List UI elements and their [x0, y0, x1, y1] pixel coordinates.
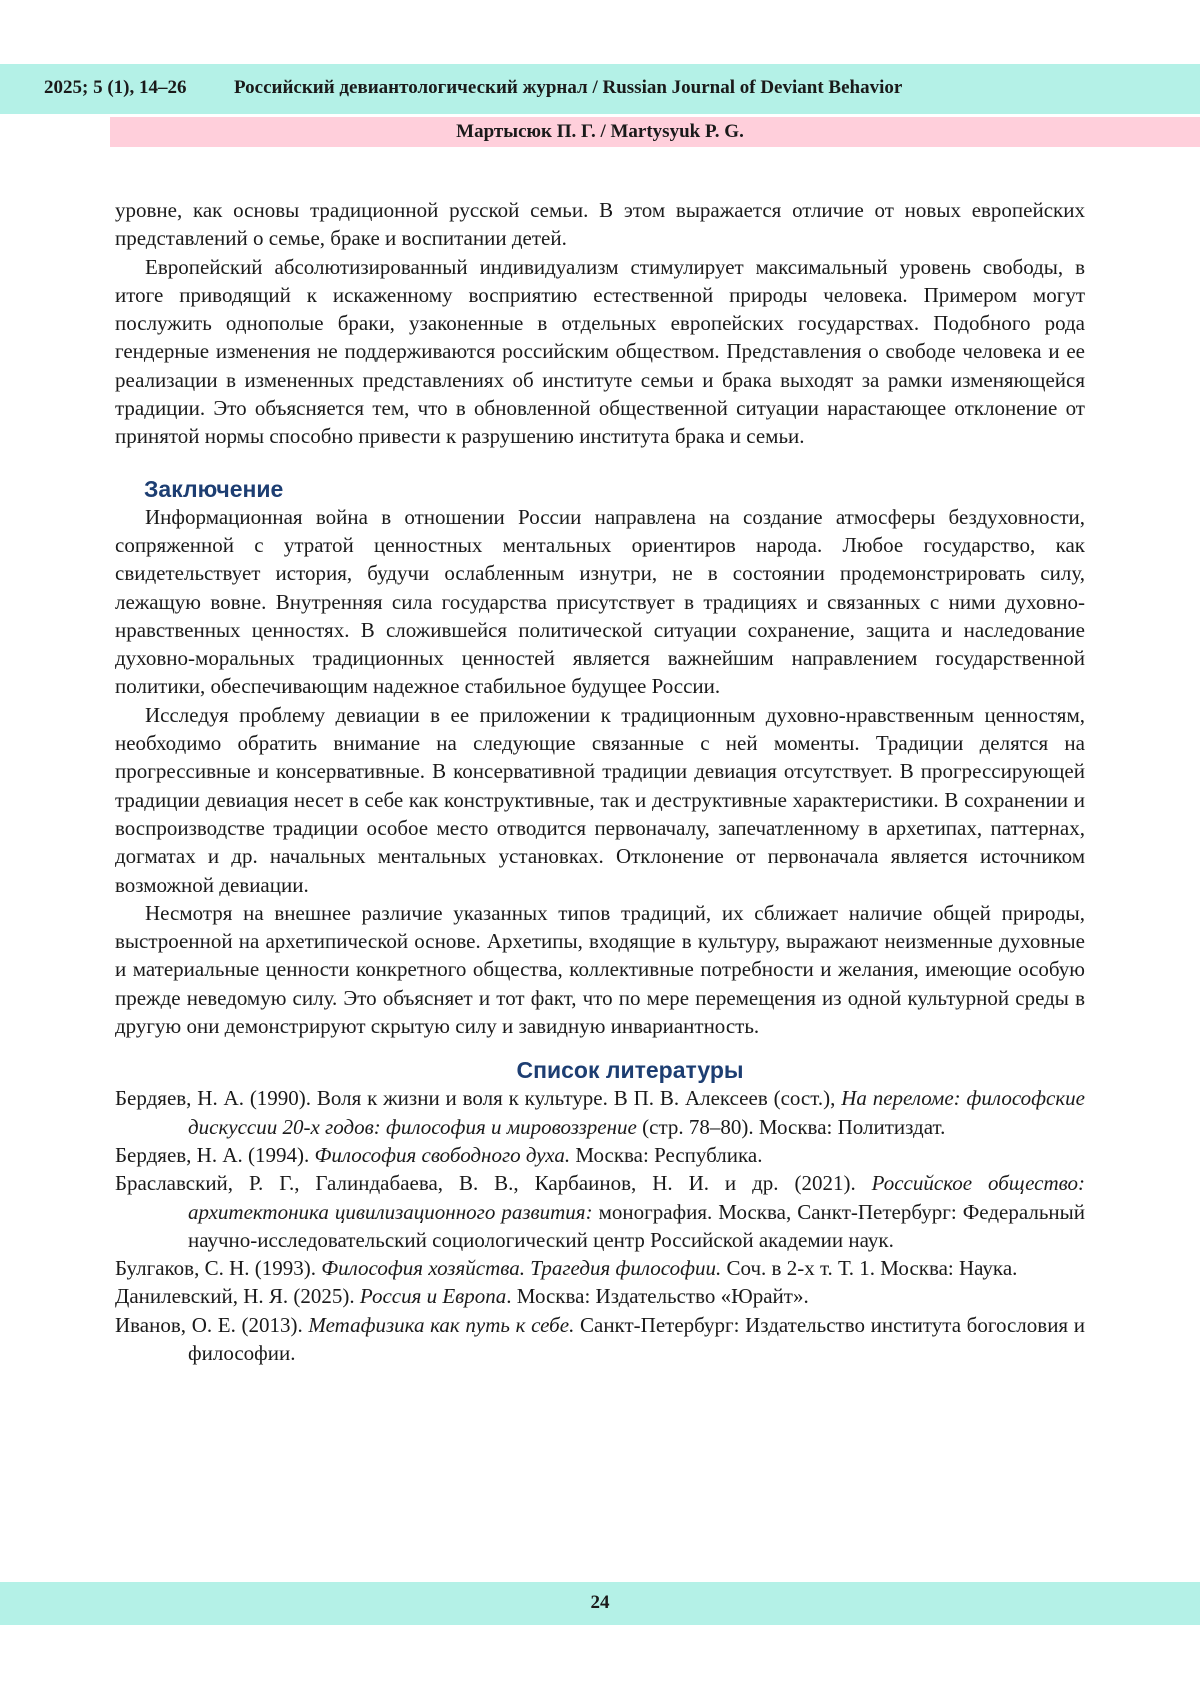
reference-item — [115, 1084, 1085, 1141]
reference-authors: Браславский, Р. Г., Галиндабаева, В. В., Карбаинов, Н. И. и др. (2021). — [115, 1171, 872, 1196]
journal-title: Российский девиантологический журнал / Russian Journal of Deviant Behavior — [234, 77, 903, 98]
reference-details: Москва: Республика. — [570, 1142, 763, 1167]
reference-item — [115, 1282, 1085, 1310]
body-paragraph: уровне, как основы традиционной русской семьи. В этом выражается отличие от новых европейских представлений о семье, браке и воспитании детей. — [115, 198, 1085, 251]
reference-details: (стр. 78–80). Москва: Политиздат. — [636, 1114, 946, 1139]
conclusion-paragraph: Информационная война в отношении России направлена на создание атмосферы бездуховности, сопряженной с утратой ценностных ментальных ориентиров народа. Любое государство, как свидетельствует история, будучи ослабленным изнутри, не в состоянии продемонстрировать силу, лежащую вовне. Внутренняя сила государства присутствует в традициях и связанных с ними духовно-нравственных ценностях. В сложившейся политической ситуации сохранение, защита и наследование духовно-моральных традиционных ценностей является важнейшим направлением государственной политики, обеспечивающим надежное стабильное будущее России. — [115, 504, 1085, 699]
body-paragraph: Европейский абсолютизированный индивидуализм стимулирует максимальный уровень свободы, в итоге приводящий к искаженному восприятию естественной природы человека. Примером могут послужить однополые браки, узаконенные в отдельных европейских государствах. Подобного рода гендерные изменения не поддерживаются российским обществом. Представления о свободе человека и ее реализации в измененных представлениях об институте семьи и брака выходят за рамки изменяющейся традиции. Это объясняется тем, что в обновленной общественной ситуации нарастающее отклонение от принятой нормы способно привести к разрушению института брака и семьи. — [115, 254, 1085, 449]
article-body — [115, 196, 1085, 1367]
reference-item — [115, 1254, 1085, 1282]
reference-authors: Данилевский, Н. Я. (2025). — [115, 1284, 360, 1309]
reference-authors: Бердяев, Н. А. (1990). Воля к жизни и воля к культуре. В П. В. Алексеев (сост.), — [115, 1086, 842, 1111]
reference-details: Санкт-Петербург: Издательство института богословия и философии. — [188, 1312, 1085, 1365]
reference-details: Соч. в 2-х т. Т. 1. Москва: Наука. — [721, 1256, 1018, 1281]
reference-title: Метафизика как путь к себе. — [308, 1312, 575, 1337]
conclusion-paragraph: Исследуя проблему девиации в ее приложении к традиционным духовно-нравственным ценностям, необходимо обратить внимание на следующие связанные с ней моменты. Традиции делятся на прогрессивные и консервативные. В консервативной традиции девиация отсутствует. В прогрессирующей традиции девиация несет в себе как конструктивные, так и деструктивные характеристики. В сохранении и воспроизводстве традиции особое место отводится первоначалу, запечатленному в архетипах, паттернах, догматах и др. начальных ментальных установках. Отклонение от первоначала является источником возможной девиации. — [115, 702, 1085, 897]
reference-list — [115, 1084, 1085, 1367]
reference-item — [115, 1141, 1085, 1169]
reference-title: Российское общество: архитектоника цивилизационного развития: — [188, 1171, 1085, 1224]
reference-authors: Иванов, О. Е. (2013). — [115, 1312, 309, 1337]
reference-details: . Москва: Издательство «Юрайт». — [506, 1284, 809, 1309]
reference-authors: Булгаков, С. Н. (1993). — [115, 1256, 322, 1281]
reference-authors: Бердяев, Н. А. (1994). — [115, 1142, 315, 1167]
conclusion-paragraph: Несмотря на внешнее различие указанных типов традиций, их сближает наличие общей природы, выстроенной на архетипической основе. Архетипы, входящие в культуру, выражают неизменные духовные и материальные ценности конкретного общества, коллективные потребности и желания, имеющие особую прежде неведомую силу. Это объясняет и тот факт, что по мере перемещения из одной культурной среды в другую они демонстрируют скрытую силу и завидную инвариантность. — [115, 900, 1085, 1039]
references-heading: Список литературы — [516, 1057, 744, 1084]
reference-item — [115, 1311, 1085, 1368]
reference-details: монография. Москва, Санкт-Петербург: Федеральный научно-исследовательский социологический центр Российской академии наук. — [188, 1199, 1085, 1252]
page-number: 24 — [590, 1592, 610, 1613]
reference-title: Философия хозяйства. Трагедия философии. — [321, 1256, 722, 1281]
journal-citation: 2025; 5 (1), 14–26 — [44, 77, 187, 98]
running-author: Мартысюк П. Г. / Martysyuk P. G. — [456, 121, 744, 142]
section-heading-conclusion: Заключение — [144, 475, 284, 502]
reference-title: На переломе: философские дискуссии 20-х годов: философия и мировоззрение — [188, 1086, 1085, 1139]
reference-title: Россия и Европа — [359, 1284, 507, 1309]
reference-item — [115, 1169, 1085, 1254]
reference-title: Философия свободного духа. — [314, 1142, 571, 1167]
